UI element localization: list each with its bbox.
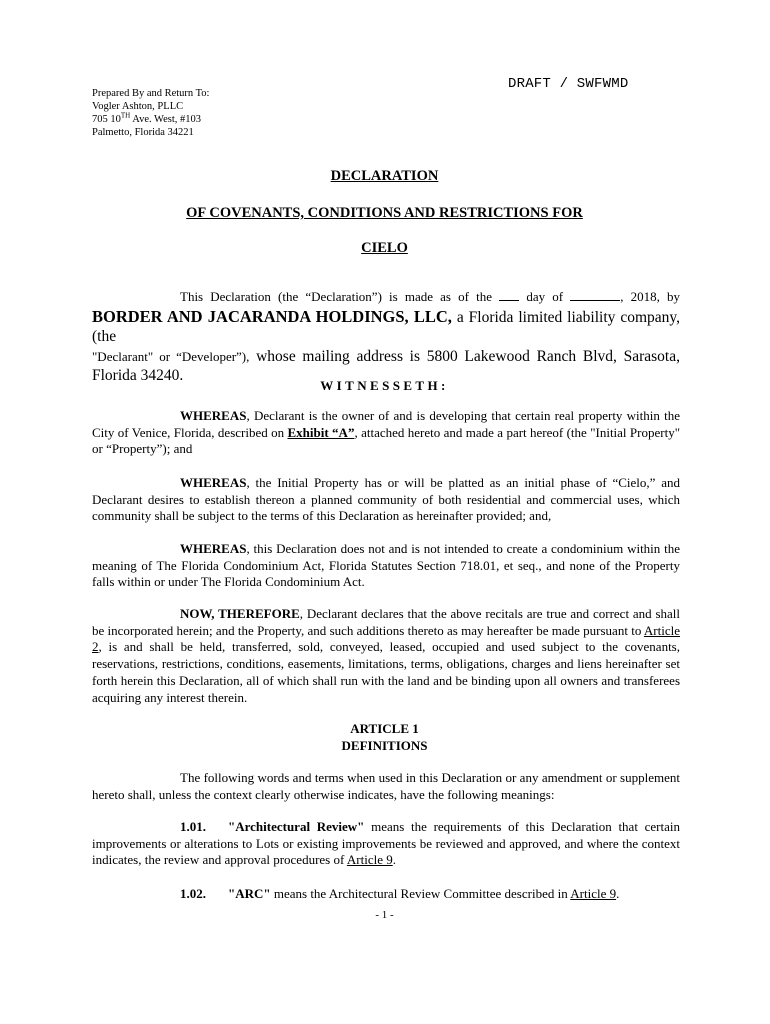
- whereas-lead: WHEREAS: [180, 475, 247, 490]
- article-9-reference: Article 9: [570, 886, 617, 901]
- title-cielo: CIELO: [361, 240, 408, 256]
- declarant-name: BORDER AND JACARANDA HOLDINGS, LLC,: [92, 306, 452, 326]
- definition-number: 1.01.: [180, 819, 206, 834]
- address-superscript: TH: [120, 111, 131, 120]
- definitions-intro: The following words and terms when used in this Declaration or any amendment or supplement hereto shall, unless the context clearly otherwise indicates, have the following meanings:: [92, 770, 680, 802]
- whereas-paragraph-2: [92, 475, 680, 525]
- now-text-a: , Declarant declares that the above recitals are true and correct and shall be incorporated herein; and the Property, and such additions thereto as may hereafter be made pursuant to: [92, 606, 680, 638]
- intro-text-f: whose mailing address is 5800 Lakewood Ranch Blvd, Sarasota, Florida 34240.: [92, 347, 680, 384]
- definition-text: means the requirements of this Declaration that certain improvements or alterations to Lots or existing improvements be reviewed and approved, and where the context indicates, the review and approval procedures of: [92, 819, 680, 868]
- whereas-lead: WHEREAS: [180, 408, 247, 423]
- title-covenants: OF COVENANTS, CONDITIONS AND RESTRICTIONS FOR: [186, 205, 583, 221]
- now-text-b: , is and shall be held, transferred, sold, conveyed, leased, occupied and used subject to the covenants, reservations, restrictions, conditions, easements, limitations, terms, obligations, charges and liens hereinafter set forth herein this Declaration, all of which shall run with the land and be binding upon all owners and transferees acquiring any interest therein.: [92, 639, 680, 705]
- page-number: - 1 -: [375, 909, 394, 921]
- whereas1-text-a: , Declarant is the owner of and is developing that certain real property within the City of Venice, Florida, described on: [92, 408, 680, 440]
- intro-text-d: a Florida limited liability company, (the: [92, 308, 681, 345]
- definition-text: means the Architectural Review Committee described in: [270, 886, 568, 901]
- article-heading: [92, 721, 677, 754]
- definition-1-01: [92, 819, 680, 869]
- whereas-lead: WHEREAS: [180, 541, 247, 556]
- intro-line-2: [92, 307, 680, 346]
- prepared-by-block: [92, 87, 209, 139]
- now-therefore-paragraph: [92, 606, 680, 706]
- whereas1-text-b: , attached hereto and made a part hereof (the "Initial Property" or “Property”); and: [92, 424, 680, 457]
- prepared-by-line: Prepared By and Return To:: [92, 88, 210, 99]
- definition-1-02: [92, 886, 680, 903]
- intro-paragraph: [92, 289, 680, 385]
- address-street: Ave. West, #103: [130, 114, 202, 125]
- witnesseth-heading: WITNESSETH:: [320, 378, 449, 393]
- whereas3-text: , this Declaration does not and is not intended to create a condominium within the meaning of The Florida Condominium Act, Florida Statutes Section 718.01, et seq., and none of the Property falls within or under The Florida Condominium Act.: [92, 541, 680, 590]
- intro-text-a: This Declaration (the “Declaration”) is made as of the: [180, 289, 492, 304]
- intro-line-1: [92, 289, 680, 306]
- definition-term: "ARC": [228, 886, 271, 901]
- whereas-paragraph-1: [92, 408, 680, 458]
- draft-label: DRAFT / SWFWMD: [508, 76, 629, 92]
- exhibit-a-reference: Exhibit “A”: [287, 424, 355, 440]
- whereas2-text: , the Initial Property has or will be platted as an initial phase of “Cielo,” and Declarant desires to establish thereon a planned community of both residential and commercial uses, which community shall be subject to the terms of this Declaration as hereinafter provided; and,: [92, 475, 680, 524]
- prepared-by-address: [92, 113, 209, 126]
- definition-end: .: [616, 886, 620, 901]
- blank-month: [570, 289, 620, 301]
- now-therefore-lead: NOW, THEREFORE: [180, 606, 300, 621]
- article-subtitle: DEFINITIONS: [341, 737, 428, 753]
- prepared-by-city: Palmetto, Florida 34221: [92, 127, 194, 138]
- blank-day: [499, 289, 519, 301]
- prepared-by-firm: Vogler Ashton, PLLC: [92, 101, 184, 112]
- whereas-paragraph-3: [92, 541, 680, 591]
- article-2-reference: Article 2: [92, 622, 680, 655]
- definition-term: "Architectural Review": [228, 819, 365, 834]
- article-9-reference: Article 9: [346, 852, 393, 868]
- intro-text-b: day of: [526, 289, 564, 304]
- article-title: ARTICLE 1: [350, 721, 419, 736]
- definition-number: 1.02.: [180, 886, 206, 901]
- intro-text-c: , 2018, by: [620, 289, 681, 304]
- definition-end: .: [392, 852, 396, 868]
- address-number: 705 10: [92, 114, 121, 125]
- intro-text-e: "Declarant" or “Developer”),: [92, 348, 250, 364]
- title-declaration: DECLARATION: [330, 168, 439, 184]
